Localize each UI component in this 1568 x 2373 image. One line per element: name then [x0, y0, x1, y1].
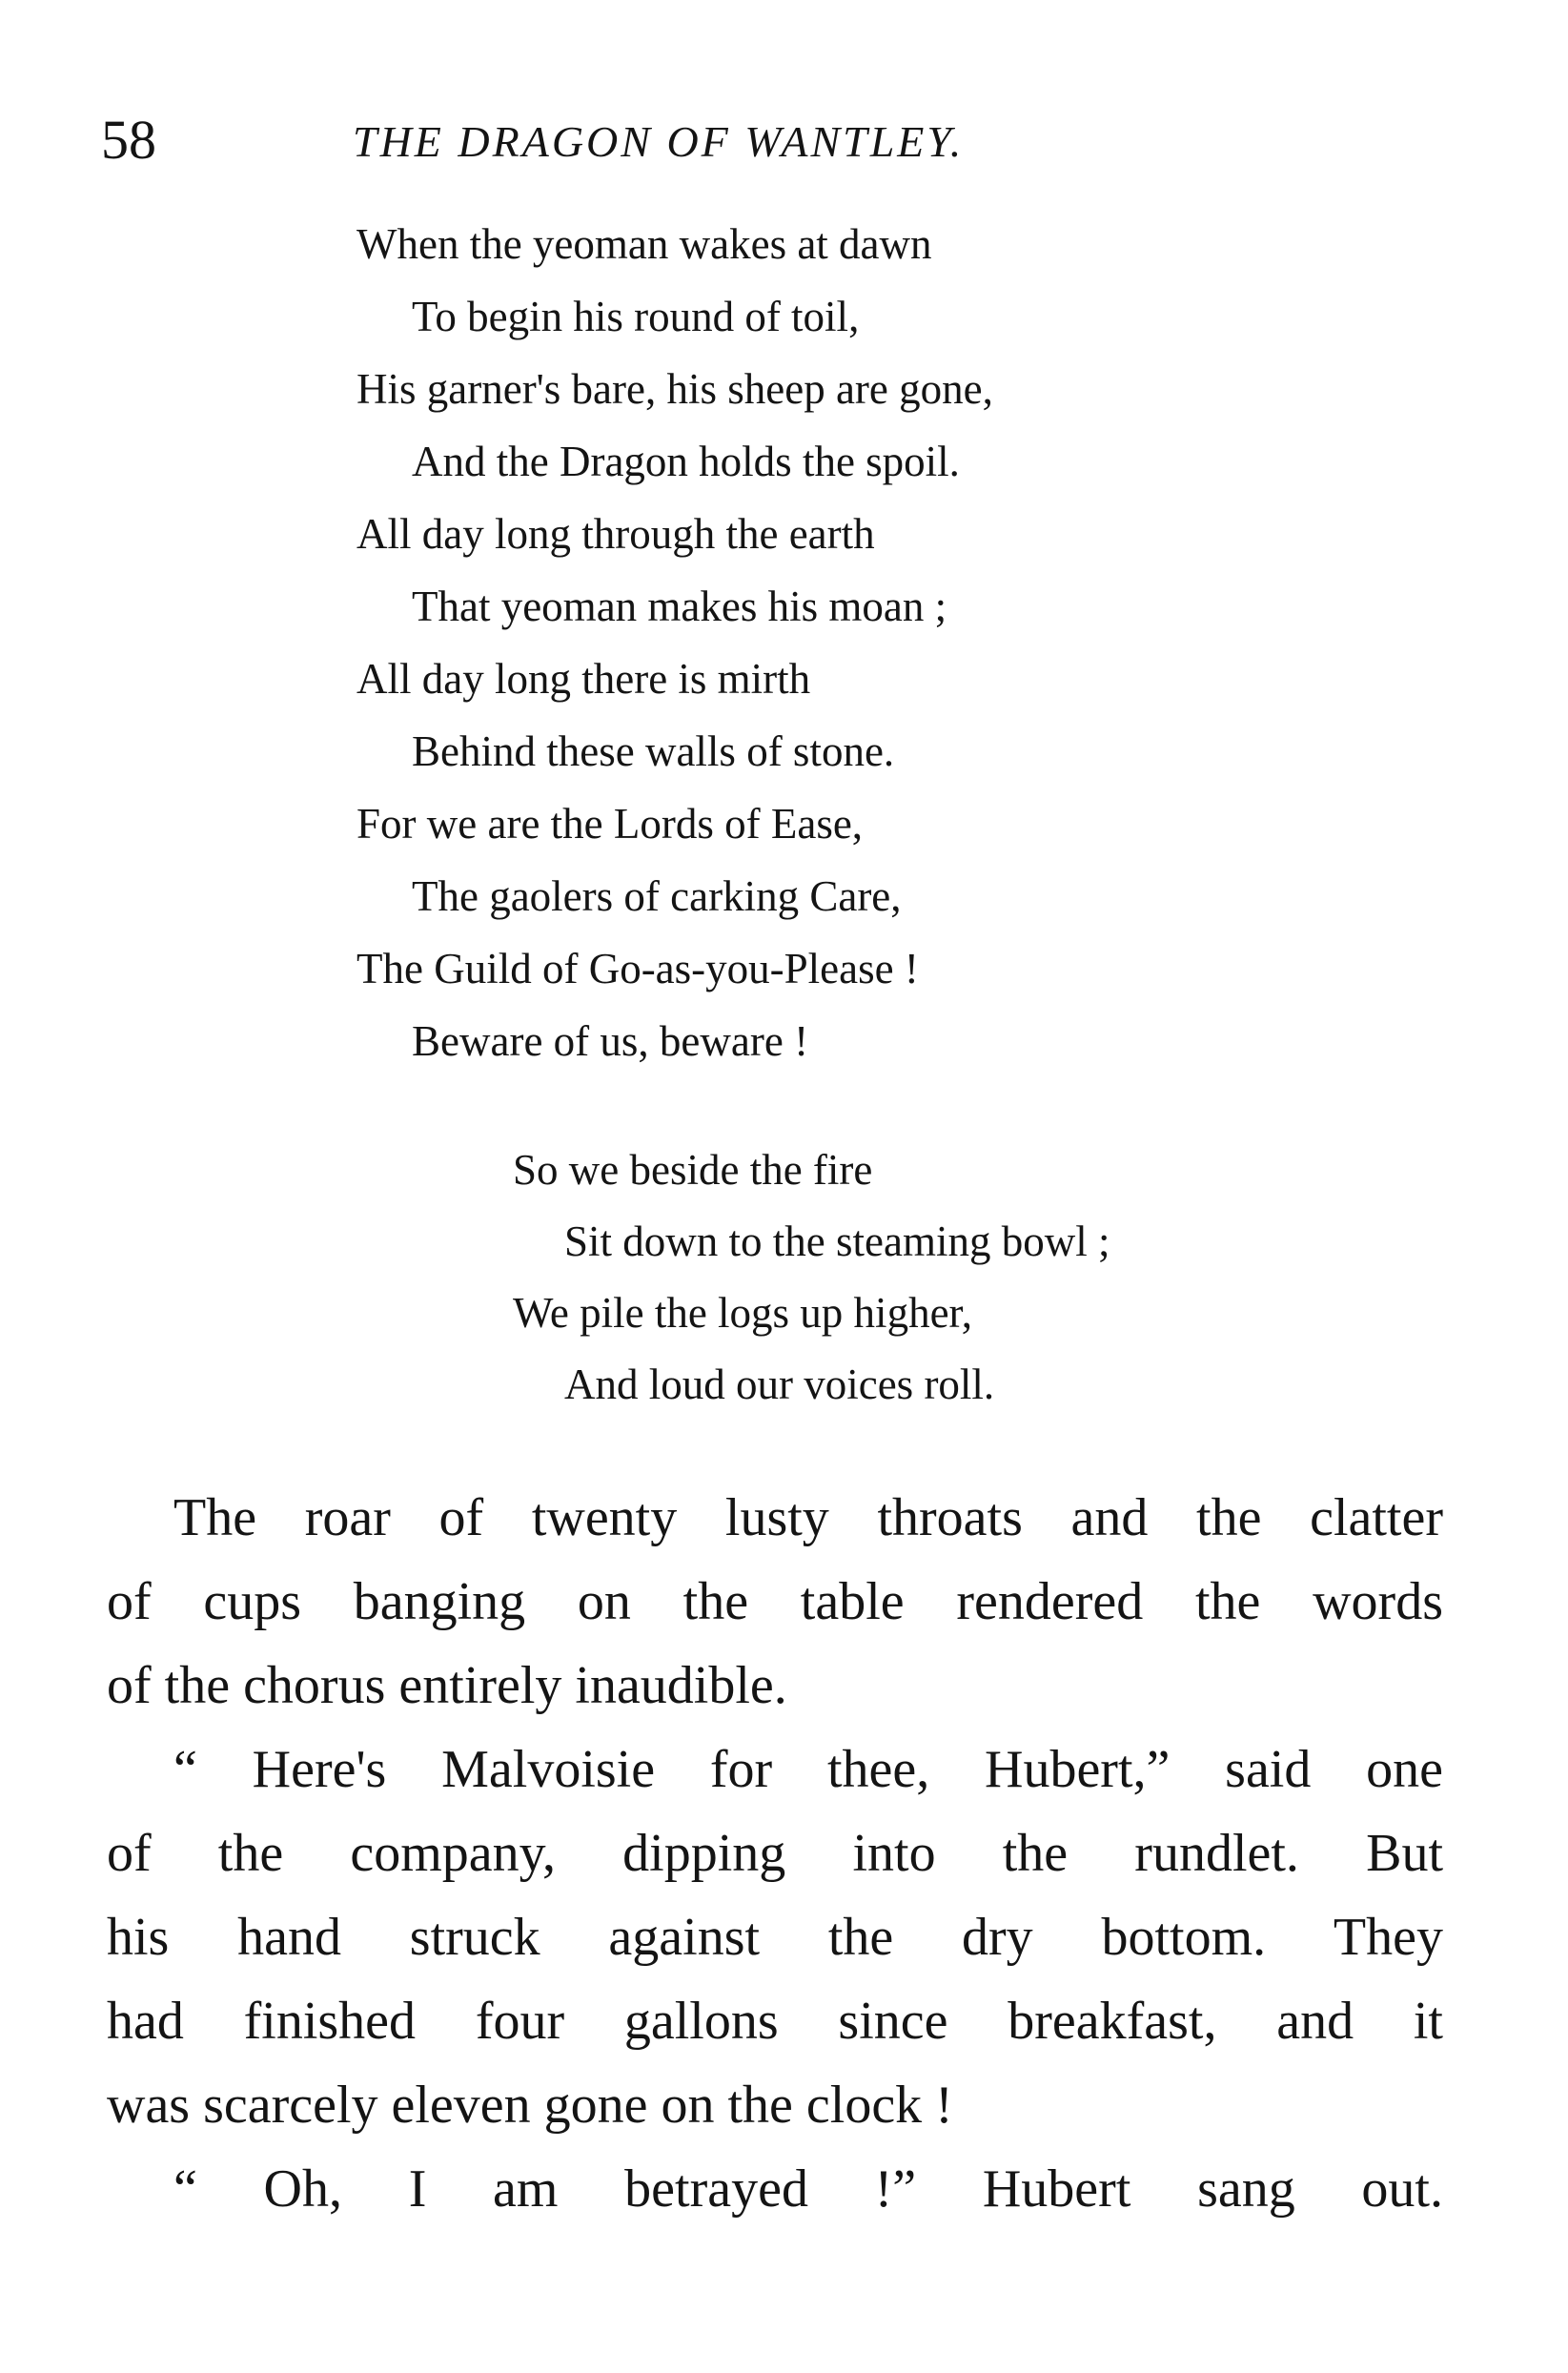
running-title: THE DRAGON OF WANTLEY.: [353, 117, 965, 166]
prose-line: his hand struck against the dry bottom. They: [107, 1908, 1443, 1967]
verse-line: Sit down to the steaming bowl ;: [564, 1217, 1110, 1265]
prose-line: The roar of twenty lusty throats and the clatter: [173, 1488, 1443, 1547]
verse-line: To begin his round of toil,: [412, 293, 860, 340]
prose-line: of cups banging on the table rendered the words: [107, 1572, 1443, 1631]
verse-line: The Guild of Go-as-you-Please !: [356, 945, 919, 992]
prose-line: “ Oh, I am betrayed !” Hubert sang out.: [173, 2159, 1443, 2219]
prose-body: [107, 1476, 1443, 2231]
prose-line: of the company, dipping into the rundlet. But: [107, 1824, 1443, 1883]
verse-line: For we are the Lords of Ease,: [356, 800, 864, 848]
prose-line: was scarcely eleven gone on the clock !: [107, 2076, 953, 2135]
prose-line: had finished four gallons since breakfast, and it: [107, 1992, 1443, 2051]
verse-line: Beware of us, beware !: [412, 1017, 809, 1065]
verse-line: That yeoman makes his moan ;: [412, 583, 947, 630]
verse-line: All day long through the earth: [356, 510, 875, 558]
verse-line: When the yeoman wakes at dawn: [356, 220, 932, 268]
verse-line: And loud our voices roll.: [564, 1360, 995, 1408]
verse-line: All day long there is mirth: [356, 655, 811, 703]
verse-line: And the Dragon holds the spoil.: [412, 438, 960, 485]
verse-line: So we beside the fire: [513, 1146, 873, 1194]
verse-stanza-2: [513, 1135, 1110, 1421]
page-number: 58: [101, 109, 156, 171]
verse-stanza-1: [356, 208, 993, 1077]
prose-line: of the chorus entirely inaudible.: [107, 1656, 787, 1715]
verse-line: The gaolers of carking Care,: [412, 872, 902, 920]
verse-line: Behind these walls of stone.: [412, 727, 895, 775]
running-head: [95, 107, 1449, 174]
verse-line: We pile the logs up higher,: [513, 1289, 972, 1337]
prose-line: “ Here's Malvoisie for thee, Hubert,” said one: [173, 1740, 1443, 1799]
verse-line: His garner's bare, his sheep are gone,: [356, 365, 993, 413]
